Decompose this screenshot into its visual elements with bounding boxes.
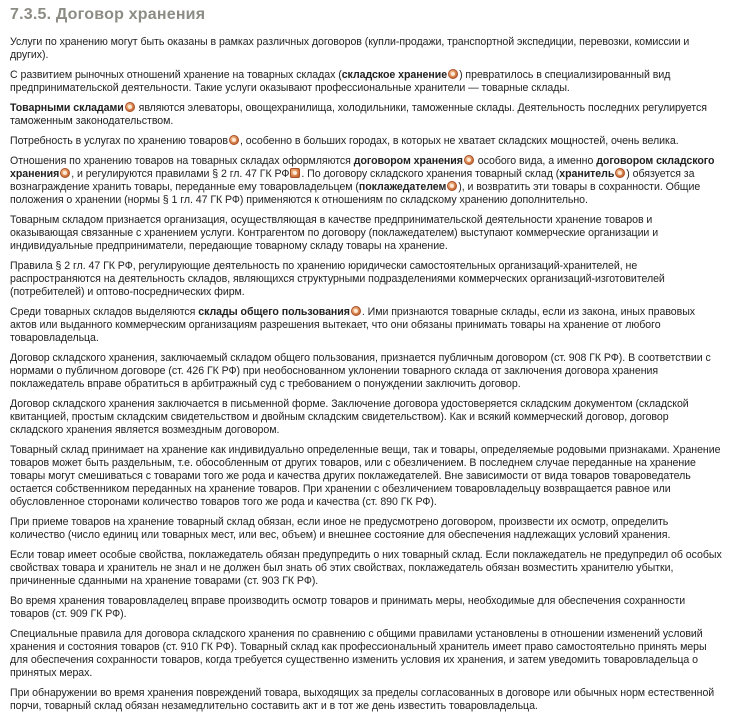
text: , особенно в больших городах, в которых не хватает складских мощностей, очень велика.: [239, 135, 679, 147]
page-title: 7.3.5. Договор хранения: [10, 6, 206, 23]
paragraph-10: Договор складского хранения заключается в письменной форме. Заключение договора удостоверяется складским документом (складской квитанцией, простым складским свидетельством и двойным складским свидетельством). Как и всякий коммерческий договор, договор складского хранения является возмездным договором.: [10, 398, 689, 436]
term-link[interactable]: Товарными складами: [10, 102, 124, 114]
paragraph-1: Услуги по хранению могут быть оказаны в рамках различных договоров (купли-продажи, транспортной экспедиции, перевозки, комиссии и других).: [10, 36, 690, 61]
paragraph-14: Во время хранения товаровладелец вправе производить осмотр товаров и принимать меры, необходимые для обеспечения сохранности товаров (ст. 909 ГК РФ).: [10, 595, 686, 620]
text: ), и возвратить эти товары в сохранности. Общие положения о хранении (нормы § 1 гл. 47 ГК РФ) применяются к отношениям по складскому хранению дополнительно.: [10, 181, 701, 206]
link-icon[interactable]: [60, 168, 70, 178]
paragraph-6: Товарным складом признается организация, осуществляющая в качестве предпринимательской деятельности хранение товаров и оказывающая связанные с хранением услуги. Контрагентом по договору (поклажедателем) выступают коммерческие организации и индивидуальные предприниматели, передающие товарному складу товары на хранение.: [10, 214, 659, 252]
text: являются элеваторы, овощехранилища, холодильники, таможенные склады. Деятельность последних регулируется таможенным законодательством.: [10, 102, 707, 127]
link-icon[interactable]: [615, 168, 625, 178]
link-icon[interactable]: [290, 168, 300, 178]
term-link[interactable]: договором складского хранения: [10, 155, 715, 180]
link-icon[interactable]: [351, 306, 361, 316]
link-icon[interactable]: [447, 181, 457, 191]
paragraph-7: Правила § 2 гл. 47 ГК РФ, регулирующие деятельность по хранению юридически самостоятельных организаций-хранителей, не распространяются на деятельность складов, являющихся структурными подразделениями коммерческих организаций-изготовителей (потребителей) и оптово-посреднических фирм.: [10, 260, 665, 298]
text: Потребность в услугах по хранению товаров: [10, 135, 228, 147]
text: ) превратилось в специализированный вид предпринимательской деятельности. Такие услуги оказывают профессиональные хранители — товарные склады.: [10, 69, 671, 94]
text: особого вида, а именно: [474, 155, 597, 167]
paragraph-13: Если товар имеет особые свойства, поклажедатель обязан предупредить о них товарный склад. Если поклажедатель не предупредил об особых свойствах товара и хранитель не знал и не должен был знать об этих свойствах, поклажедатель обязан возместить хранителю убытки, причиненные сданными на хранение товарами (ст. 903 ГК РФ).: [10, 549, 722, 587]
link-icon[interactable]: [464, 155, 474, 165]
text: Среди товарных складов выделяются: [10, 306, 199, 318]
paragraph-15: Специальные правила для договора складского хранения по сравнению с общими правилами установлены в отношении изменений условий хранения и состояния товаров (ст. 910 ГК РФ). Товарный склад как профессиональный хранитель имеет право самостоятельно принять меры для обеспечения сохранности товаров, когда требуется существенно изменить условия их хранения, и затем уведомить товаровладельца о принятых мерах.: [10, 628, 707, 679]
term-link[interactable]: договором хранения: [353, 155, 463, 167]
paragraph-3: [10, 102, 723, 128]
text: ) обязуется за вознаграждение хранить товары, переданные ему товаровладельцем (: [10, 168, 695, 193]
term-link[interactable]: складское хранение: [341, 69, 448, 81]
text: . По договору складского хранения товарный склад (: [301, 168, 560, 180]
paragraph-8: [10, 306, 723, 345]
term-link[interactable]: хранитель: [559, 168, 615, 180]
text: С развитием рыночных отношений хранение на товарных складах (: [10, 69, 342, 81]
term-link[interactable]: склады общего пользования: [198, 306, 350, 318]
paragraph-9: Договор складского хранения, заключаемый складом общего пользования, признается публичным договором (ст. 908 ГК РФ). В соответствии с нормами о публичном договоре (ст. 426 ГК РФ) при необоснованном уклонении товарного склада от заключения договора хранения поклажедатель вправе обратиться в арбитражный суд с требованием о понуждении заключить договор.: [10, 352, 711, 390]
paragraph-12: При приеме товаров на хранение товарный склад обязан, если иное не предусмотрено договором, произвести их осмотр, определить количество (число единиц или товарных мест, или вес, объем) и внешнее состояние для обеспечения надлежащих условий хранения.: [10, 516, 671, 541]
paragraph-5: [10, 155, 723, 207]
paragraph-2: [10, 69, 723, 95]
term-link[interactable]: поклажедателем: [358, 181, 447, 193]
text: . Ими признаются товарные склады, если из закона, иных правовых актов или выданного коммерческим организациям разрешения вытекает, что они обязаны принимать товары на хранение от любого товаровладельца.: [10, 306, 696, 344]
text: , и регулируются правилами § 2 гл. 47 ГК РФ: [71, 168, 290, 180]
link-icon[interactable]: [125, 102, 135, 112]
link-icon[interactable]: [448, 69, 458, 79]
text: Отношения по хранению товаров на товарных складах оформляются: [10, 155, 354, 167]
paragraph-11: Товарный склад принимает на хранение как индивидуально определенные вещи, так и товары, определяемые родовыми признаками. Хранение товаров может быть раздельным, т.е. обособленным от других товаров, или с обезличением. В последнем случае переданные на хранение товары могут смешиваться с товарами того же рода и качества других поклажедателей. Вне зависимости от вида товаров товароведатель остается собственником переданных на хранение товаров. При хранении с обезличением товаровладельцу возвращается равное или обусловленное сторонами количество товаров того же рода и качества (ст. 890 ГК РФ).: [10, 444, 721, 508]
paragraph-16: При обнаружении во время хранения повреждений товара, выходящих за пределы согласованных в договоре или обычных норм естественной порчи, товарный склад обязан незамедлительно составить акт и в тот же день известить товаровладельца.: [10, 687, 715, 712]
paragraph-4: [10, 135, 723, 148]
link-icon[interactable]: [229, 135, 239, 145]
